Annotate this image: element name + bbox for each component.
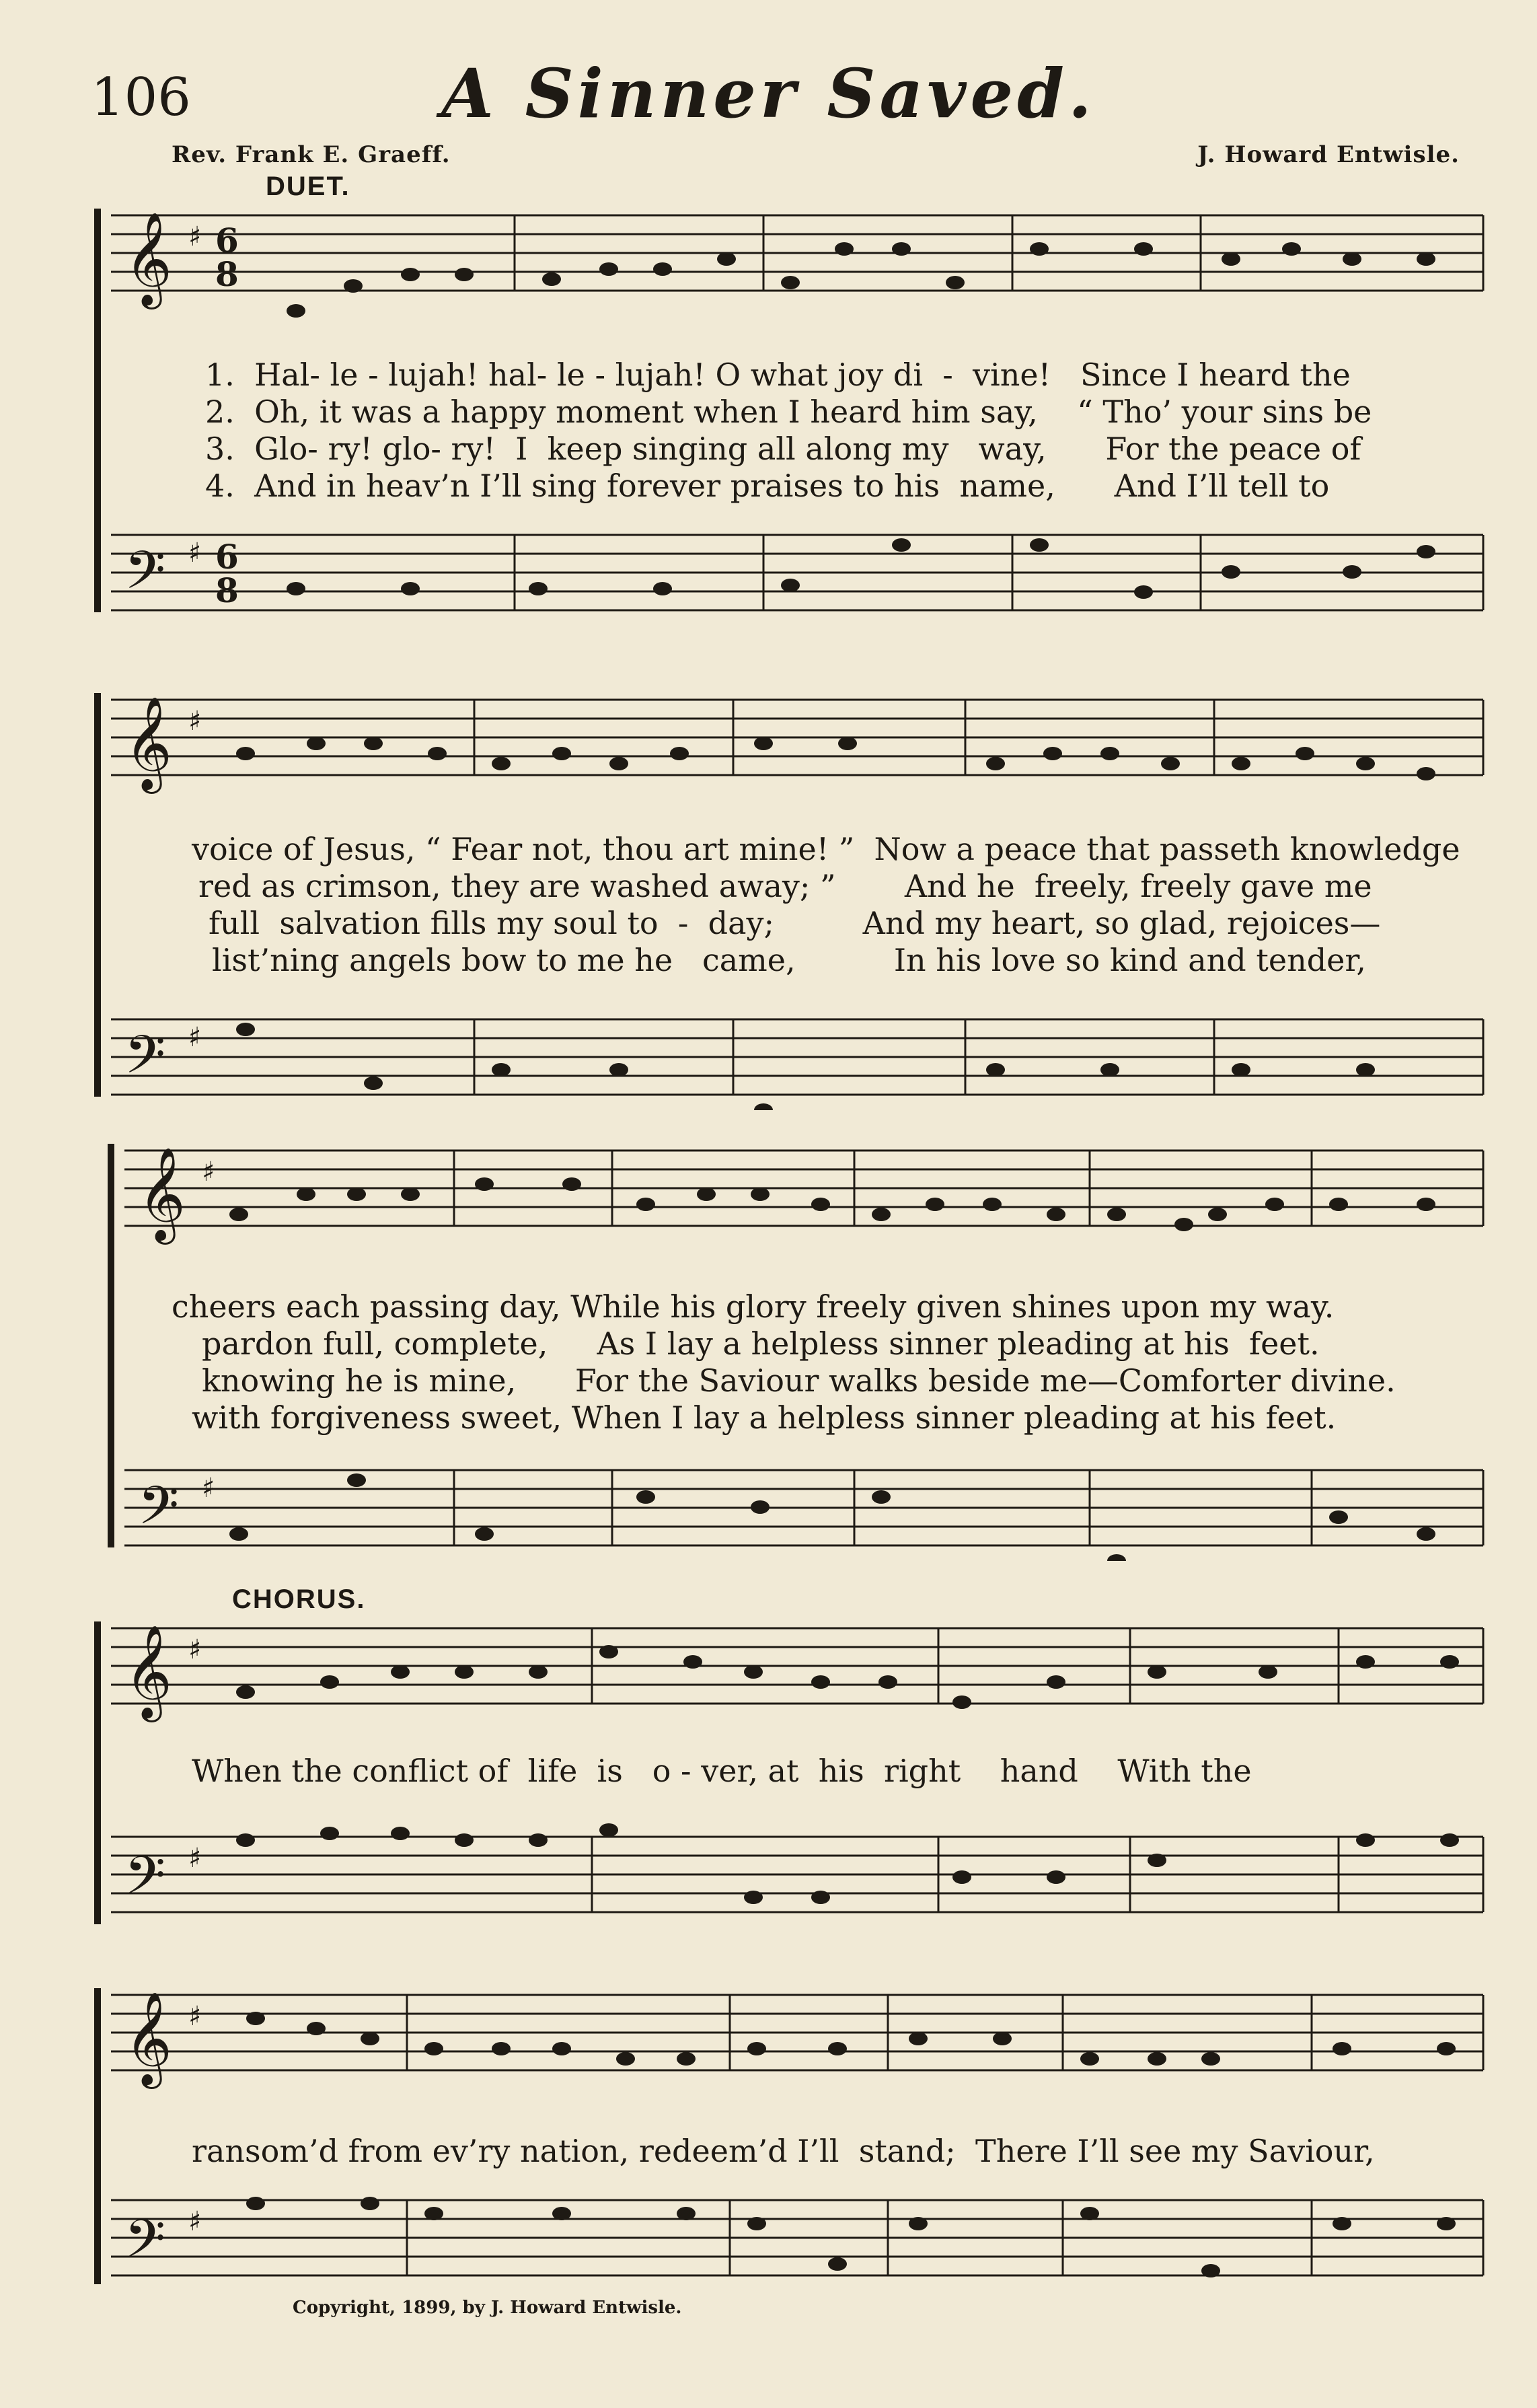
svg-text:𝄢: 𝄢 <box>124 2209 166 2283</box>
svg-text:𝄞: 𝄞 <box>124 1625 172 1718</box>
svg-text:♯: ♯ <box>188 1843 202 1874</box>
chorus-line: When the conflict of life is o - ver, at his right hand With the <box>192 1753 1252 1789</box>
svg-text:𝄢: 𝄢 <box>124 540 166 614</box>
svg-text:♯: ♯ <box>188 2206 202 2237</box>
verse-line: pardon full, complete, As I lay a helpless sinner pleading at his feet. <box>202 1325 1320 1362</box>
svg-text:♯: ♯ <box>188 706 202 737</box>
time-signature-top: 6 <box>215 221 239 260</box>
verse-line: red as crimson, they are washed away; ” And he freely, freely gave me <box>198 868 1372 904</box>
verse-line: 3. Glo- ry! glo- ry! I keep singing all along my way, For the peace of <box>205 431 1361 467</box>
verse-line: with forgiveness sweet, When I lay a helpless sinner pleading at his feet. <box>192 1399 1337 1436</box>
composer-credit: J. Howard Entwisle. <box>1197 141 1460 168</box>
svg-text:𝄞: 𝄞 <box>124 212 172 305</box>
copyright-notice: Copyright, 1899, by J. Howard Entwisle. <box>293 2298 682 2318</box>
duet-label: DUET. <box>266 172 350 201</box>
svg-text:𝄢: 𝄢 <box>124 1025 166 1099</box>
verse-line: 2. Oh, it was a happy moment when I heard him say, “ Tho’ your sins be <box>205 394 1372 430</box>
chorus-label: CHORUS. <box>232 1584 366 1614</box>
svg-text:6: 6 <box>215 537 239 577</box>
svg-text:♯: ♯ <box>188 1022 202 1053</box>
svg-text:8: 8 <box>215 571 239 610</box>
time-signature-bottom: 8 <box>215 254 239 294</box>
verse-line: 4. And in heav’n I’ll sing forever praises to his name, And I’ll tell to <box>205 468 1330 504</box>
svg-text:♯: ♯ <box>188 221 202 252</box>
svg-text:♯: ♯ <box>188 1634 202 1665</box>
svg-text:𝄢: 𝄢 <box>138 1475 180 1549</box>
verse-line: full salvation fills my soul to - day; And my heart, so glad, rejoices— <box>209 905 1381 941</box>
svg-text:𝄞: 𝄞 <box>138 1147 186 1241</box>
lyricist-credit: Rev. Frank E. Graeff. <box>172 141 451 168</box>
svg-text:♯: ♯ <box>202 1473 215 1504</box>
verse-line: list’ning angels bow to me he came, In his love so kind and tender, <box>212 942 1366 978</box>
svg-text:♯: ♯ <box>188 538 202 569</box>
svg-text:♯: ♯ <box>202 1157 215 1188</box>
hymn-title: A Sinner Saved. <box>441 54 1096 133</box>
verse-line: voice of Jesus, “ Fear not, thou art mine! ” Now a peace that passeth knowledge <box>192 831 1460 867</box>
svg-text:𝄢: 𝄢 <box>124 1846 166 1920</box>
verse-line: cheers each passing day, While his glory freely given shines upon my way. <box>172 1288 1335 1325</box>
verse-line: knowing he is mine, For the Saviour walks beside me—Comforter divine. <box>202 1362 1396 1399</box>
chorus-line: ransom’d from ev’ry nation, redeem’d I’ll stand; There I’ll see my Saviour, <box>192 2133 1375 2169</box>
svg-text:𝄞: 𝄞 <box>124 1992 172 2085</box>
svg-text:♯: ♯ <box>188 2001 202 2032</box>
svg-text:𝄞: 𝄞 <box>124 696 172 790</box>
page-number: 106 <box>91 67 191 128</box>
verse-line: 1. Hal- le - lujah! hal- le - lujah! O what joy di - vine! Since I heard the <box>205 357 1351 393</box>
